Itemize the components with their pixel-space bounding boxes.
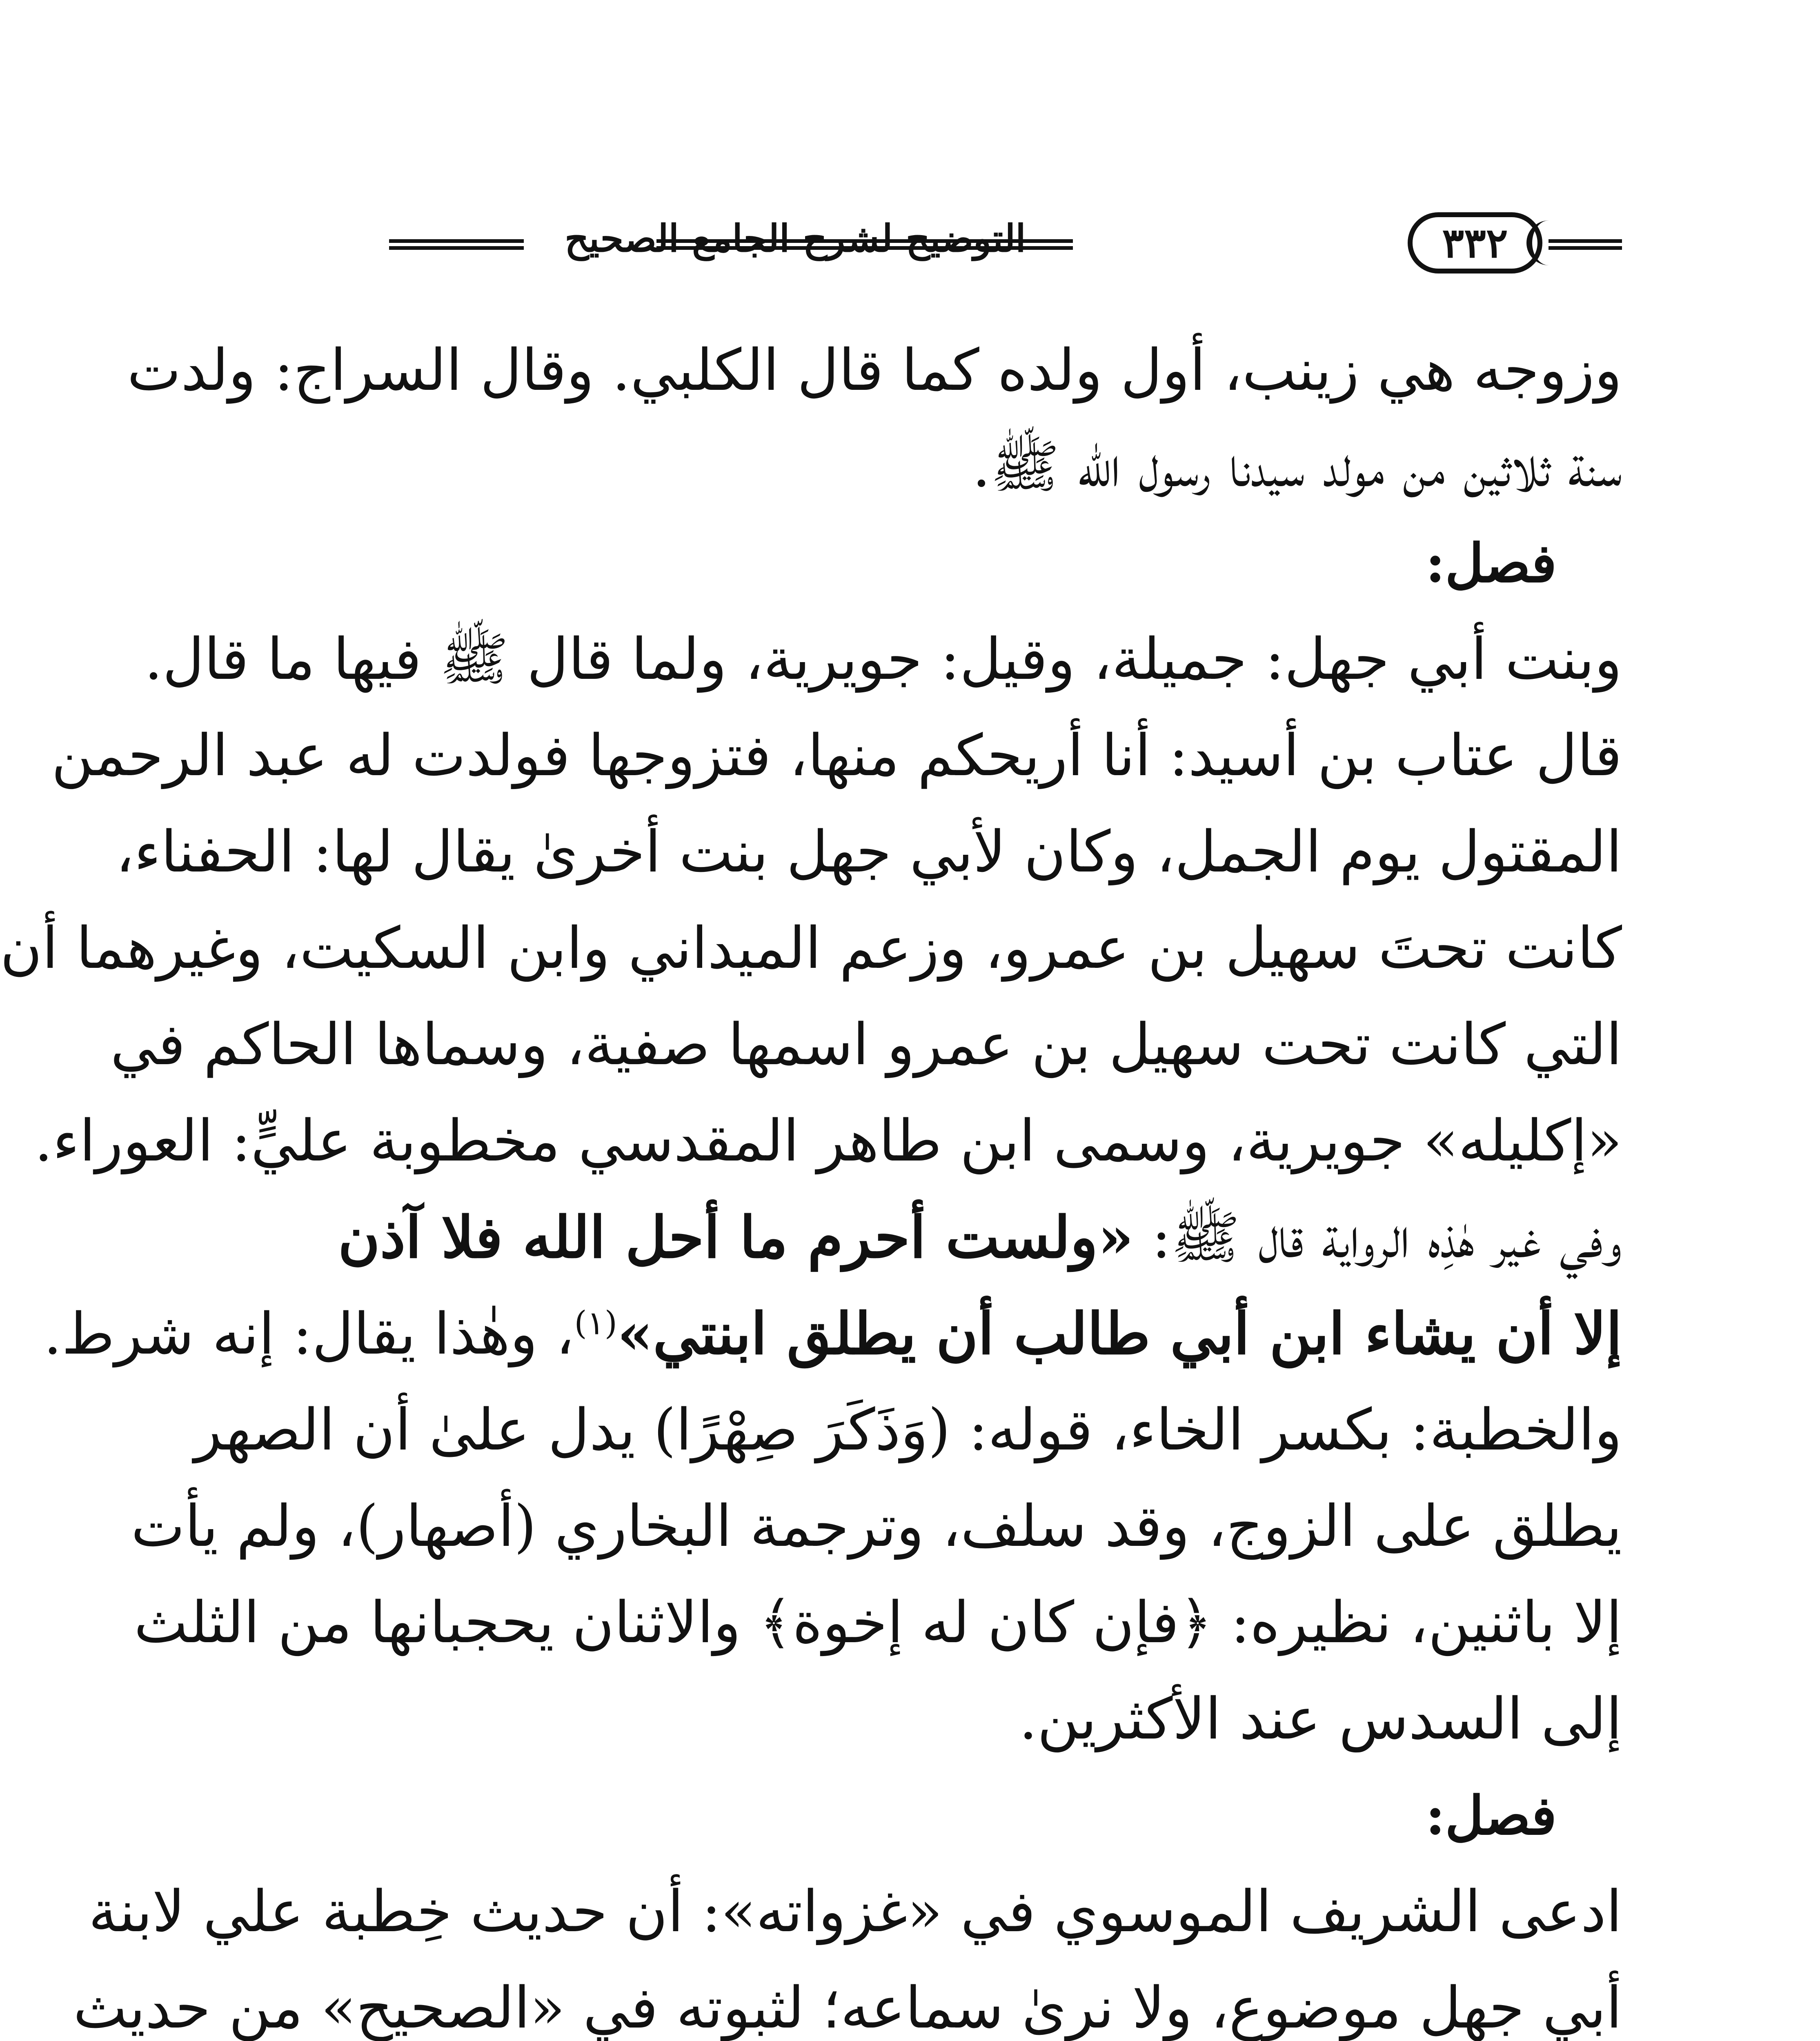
hadith-quote: «ولست أحرم ما أحل الله فلا آذن [338,1204,1134,1271]
running-title: التوضيح لشرح الجامع الصحيح [565,216,1026,260]
main-text [0,322,1622,2041]
page-number: ٣٣٢ [1408,212,1542,273]
text-line: إلا باثنين، نظيره: ﴿فإن كان له إخوة﴾ والاثنان يحجبانها من الثلث [134,1590,1622,1656]
text-line: يطلق على الزوج، وقد سلف، وترجمة البخاري (أصهار)، ولم يأت [131,1493,1622,1560]
text-line: إلى السدس عند الأكثرين. [1019,1686,1622,1752]
text-segment: وفي غير هٰذِه الرواية قال ﷺ: [1152,1205,1622,1271]
text-line [43,1286,1622,1382]
text-line: أبي جهل موضوع، ولا نرىٰ سماعه؛ لثبوته في «الصحيح» من حديث [73,1975,1622,2041]
text-line: كانت تحتَ سهيل بن عمرو، وزعم الميداني وابن السكيت، وغيرهما أن [0,915,1622,982]
text-line: ادعى الشريف الموسوي في «غزواته»: أن حديث خِطبة علي لابنة [88,1879,1622,1945]
text-segment: ، وهٰذا يقال: إنه شرط. [43,1301,574,1367]
text-line: «إكليله» جويرية، وسمى ابن طاهر المقدسي مخطوبة عليٍّ: العوراء. [34,1108,1622,1174]
text-line: والخطبة: بكسر الخاء، قوله: (وَذَكَرَ صِهْرًا) يدل علىٰ أن الصهر [194,1397,1622,1463]
footnote-ref-1: (١) [574,1304,617,1342]
text-line: قال عتاب بن أسيد: أنا أريحكم منها، فتزوجها فولدت له عبد الرحمن [51,723,1622,789]
text-line: التي كانت تحت سهيل بن عمرو اسمها صفية، وسماها الحاكم في [110,1012,1622,1078]
section-heading: فصل: [1425,1784,1557,1847]
text-line: سنة ثلاثين من مولد سيدنا رسول الله ﷺ. [972,434,1622,500]
text-line: وزوجه هي زينب، أول ولده كما قال الكلبي. وقال السراج: ولدت [127,337,1622,404]
text-line [338,1189,1622,1286]
section-heading: فصل: [1425,532,1557,594]
header-rule-left [389,239,524,250]
hadith-quote: إلا أن يشاء ابن أبي طالب أن يطلق ابنتي» [617,1301,1622,1367]
text-line: وبنت أبي جهل: جميلة، وقيل: جويرية، ولما قال ﷺ فيها ما قال. [144,626,1622,693]
page-header [389,204,1622,286]
text-line: المقتول يوم الجمل، وكان لأبي جهل بنت أخرىٰ يقال لها: الحفناء، [116,819,1622,885]
